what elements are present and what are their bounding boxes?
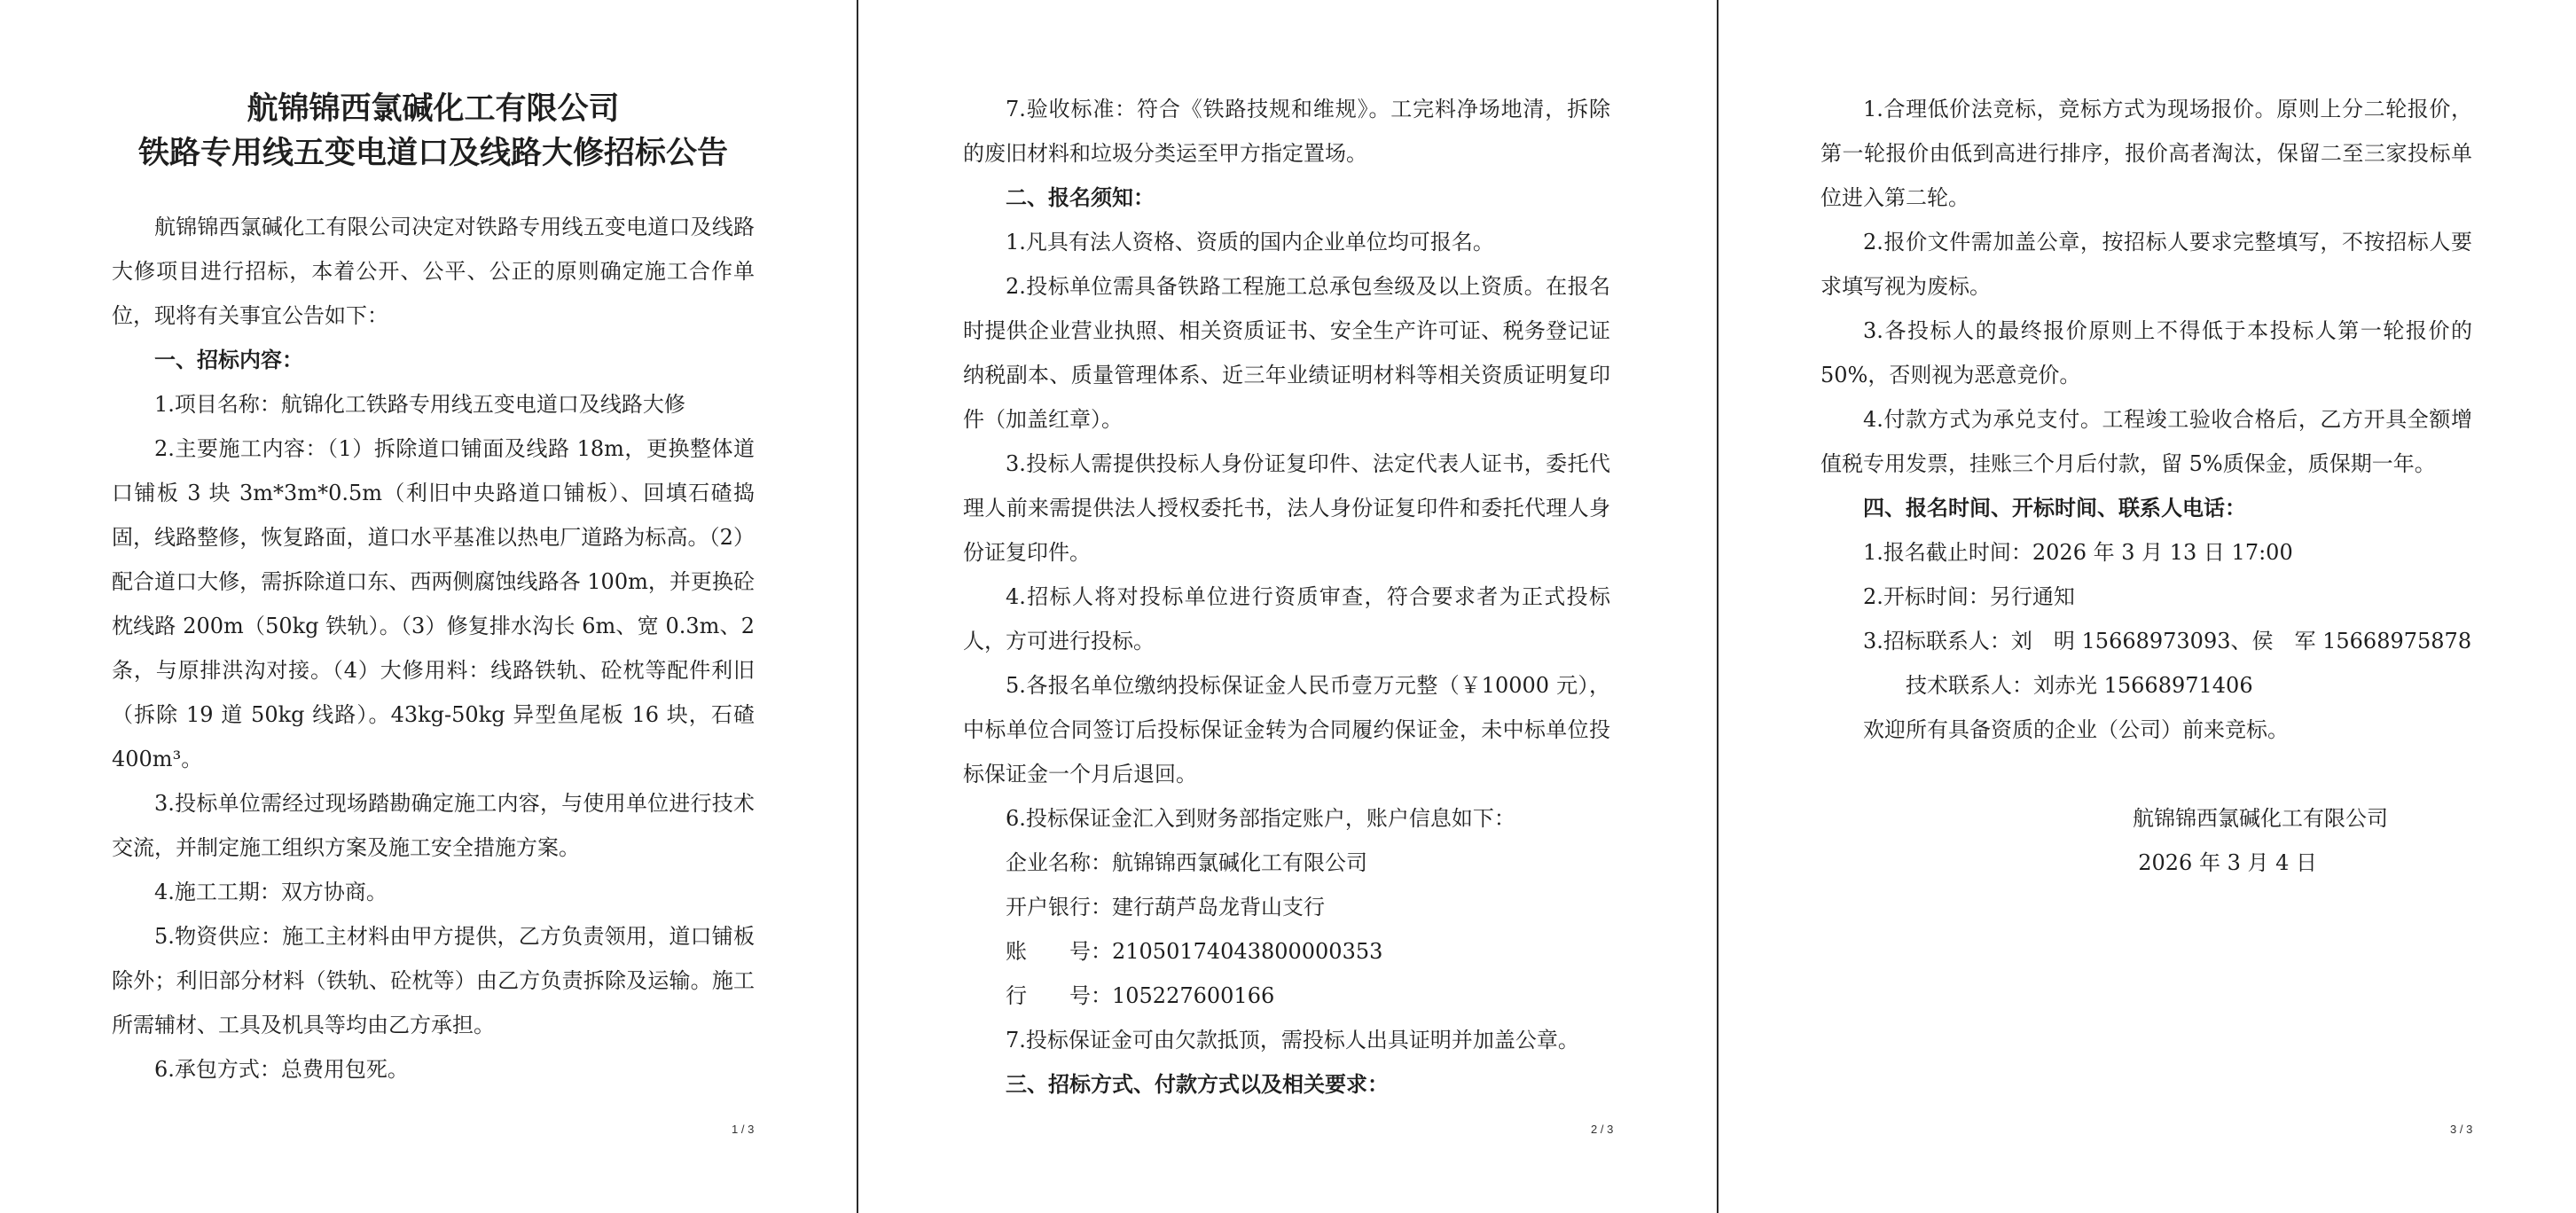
item-registration-deadline: 1.报名截止时间：2026 年 3 月 13 日 17:00 (1863, 540, 2293, 565)
bank-code: 行 号：105227600166 (1006, 983, 1275, 1008)
item-quote-document: 2.报价文件需加盖公章，按招标人要求完整填写，不按招标人要求填写视为废标。 (1820, 230, 2472, 299)
page-number: 1 / 3 (732, 1123, 755, 1136)
item-bid-contacts: 3.招标联系人：刘 明 15668973093、侯 军 15668975878 (1863, 629, 2472, 653)
section-heading-registration: 二、报名须知： (1006, 184, 1155, 210)
item-eligibility: 1.凡具有法人资格、资质的国内企业单位均可报名。 (1006, 230, 1494, 254)
item-contract-type: 6.承包方式：总费用包死。 (154, 1057, 409, 1082)
document-title (112, 87, 755, 176)
intro-paragraph: 航锦锦西氯碱化工有限公司决定对铁路专用线五变电道口及线路大修项目进行招标，本着公开、公平、公正的原则确定施工合作单位，现将有关事宜公告如下： (112, 215, 755, 328)
account-bank: 开户银行：建行葫芦岛龙背山支行 (1006, 895, 1325, 920)
item-site-survey: 3.投标单位需经过现场踏勘确定施工内容，与使用单位进行技术交流，并制定施工组织方案及施工安全措施方案。 (112, 791, 755, 860)
item-main-work: 2.主要施工内容：（1）拆除道口铺面及线路 18m，更换整体道口铺板 3 块 3m*3m*0.5m（利旧中央路道口铺板）、回填石碴捣固，线路整修，恢复路面，道口水平基准以热电厂道路为标高。（2）配合道口大修，需拆除道口东、西两侧腐蚀线路各 100m，并更换砼枕线路 200m（50kg 铁轨）。（3）修复排水沟长 6m、宽 0.3m、2 条，与原排洪沟对接。（4）大修用料：线路铁轨、砼枕等配件利旧（拆除 19 道 50kg 线路）。43kg-50kg 异型鱼尾板 16 块，石碴 400m³。 (112, 436, 755, 771)
item-technical-contact: 技术联系人：刘赤光 15668971406 (1906, 673, 2253, 698)
item-opening-time: 2.开标时间：另行通知 (1863, 584, 2075, 609)
page-1-content (112, 205, 755, 1092)
page-3 (1719, 0, 2576, 1213)
account-number: 账 号：21050174043800000353 (1006, 939, 1383, 964)
item-qualification: 2.投标单位需具备铁路工程施工总承包叁级及以上资质。在报名时提供企业营业执照、相关资质证书、安全生产许可证、税务登记证纳税副本、质量管理体系、近三年业绩证明材料等相关资质证明复印件（加盖红章）。 (963, 274, 1610, 432)
item-bid-deposit: 5.各报名单位缴纳投标保证金人民币壹万元整（￥10000 元），中标单位合同签订后投标保证金转为合同履约保证金，未中标单位投标保证金一个月后退回。 (963, 673, 1610, 786)
item-project-name: 1.项目名称：航锦化工铁路专用线五变电道口及线路大修 (154, 392, 685, 417)
item-qualification-review: 4.招标人将对投标单位进行资质审查，符合要求者为正式投标人，方可进行投标。 (963, 584, 1610, 653)
account-company-name: 企业名称：航锦锦西氯碱化工有限公司 (1006, 850, 1367, 875)
item-deposit-offset: 7.投标保证金可由欠款抵顶，需投标人出具证明并加盖公章。 (1006, 1028, 1579, 1053)
signature-block (1820, 796, 2472, 885)
section-heading-bid-content: 一、招标内容： (154, 347, 303, 372)
section-heading-bid-method: 三、招标方式、付款方式以及相关要求： (1006, 1071, 1389, 1097)
page-2-content (963, 87, 1610, 1107)
page-number: 2 / 3 (1591, 1123, 1614, 1136)
page-2 (858, 0, 1717, 1213)
item-identity-documents: 3.投标人需提供投标人身份证复印件、法定代表人证书，委托代理人前来需提供法人授权委托书，法人身份证复印件和委托代理人身份证复印件。 (963, 451, 1610, 565)
item-deposit-account: 6.投标保证金汇入到财务部指定账户，账户信息如下： (1006, 806, 1515, 831)
title-line-1: 航锦锦西氯碱化工有限公司 (247, 90, 620, 127)
item-material-supply: 5.物资供应：施工主材料由甲方提供，乙方负责领用，道口铺板除外；利旧部分材料（铁轨、砼枕等）由乙方负责拆除及运输。施工所需辅材、工具及机具等均由乙方承担。 (112, 924, 755, 1037)
item-bid-evaluation: 1.合理低价法竞标，竞标方式为现场报价。原则上分二轮报价，第一轮报价由低到高进行排序，报价高者淘汰，保留二至三家投标单位进入第二轮。 (1820, 97, 2472, 210)
item-construction-period: 4.施工工期：双方协商。 (154, 880, 388, 904)
title-line-2: 铁路专用线五变电道口及线路大修招标公告 (137, 135, 728, 171)
page-number: 3 / 3 (2450, 1123, 2473, 1136)
signature-company: 航锦锦西氯碱化工有限公司 (2133, 806, 2388, 831)
item-final-quote-rule: 3.各投标人的最终报价原则上不得低于本投标人第一轮报价的 50%，否则视为恶意竞价。 (1820, 318, 2472, 387)
closing-invitation: 欢迎所有具备资质的企业（公司）前来竞标。 (1863, 717, 2289, 742)
item-payment-method: 4.付款方式为承兑支付。工程竣工验收合格后，乙方开具全额增值税专用发票，挂账三个月后付款，留 5%质保金，质保期一年。 (1820, 407, 2472, 476)
signature-date: 2026 年 3 月 4 日 (2138, 850, 2317, 875)
page-1 (0, 0, 857, 1213)
item-acceptance-standard: 7.验收标准：符合《铁路技规和维规》。工完料净场地清，拆除的废旧材料和垃圾分类运至甲方指定置场。 (963, 97, 1610, 166)
section-heading-schedule-contacts: 四、报名时间、开标时间、联系人电话： (1863, 495, 2246, 520)
page-3-content (1820, 87, 2472, 885)
